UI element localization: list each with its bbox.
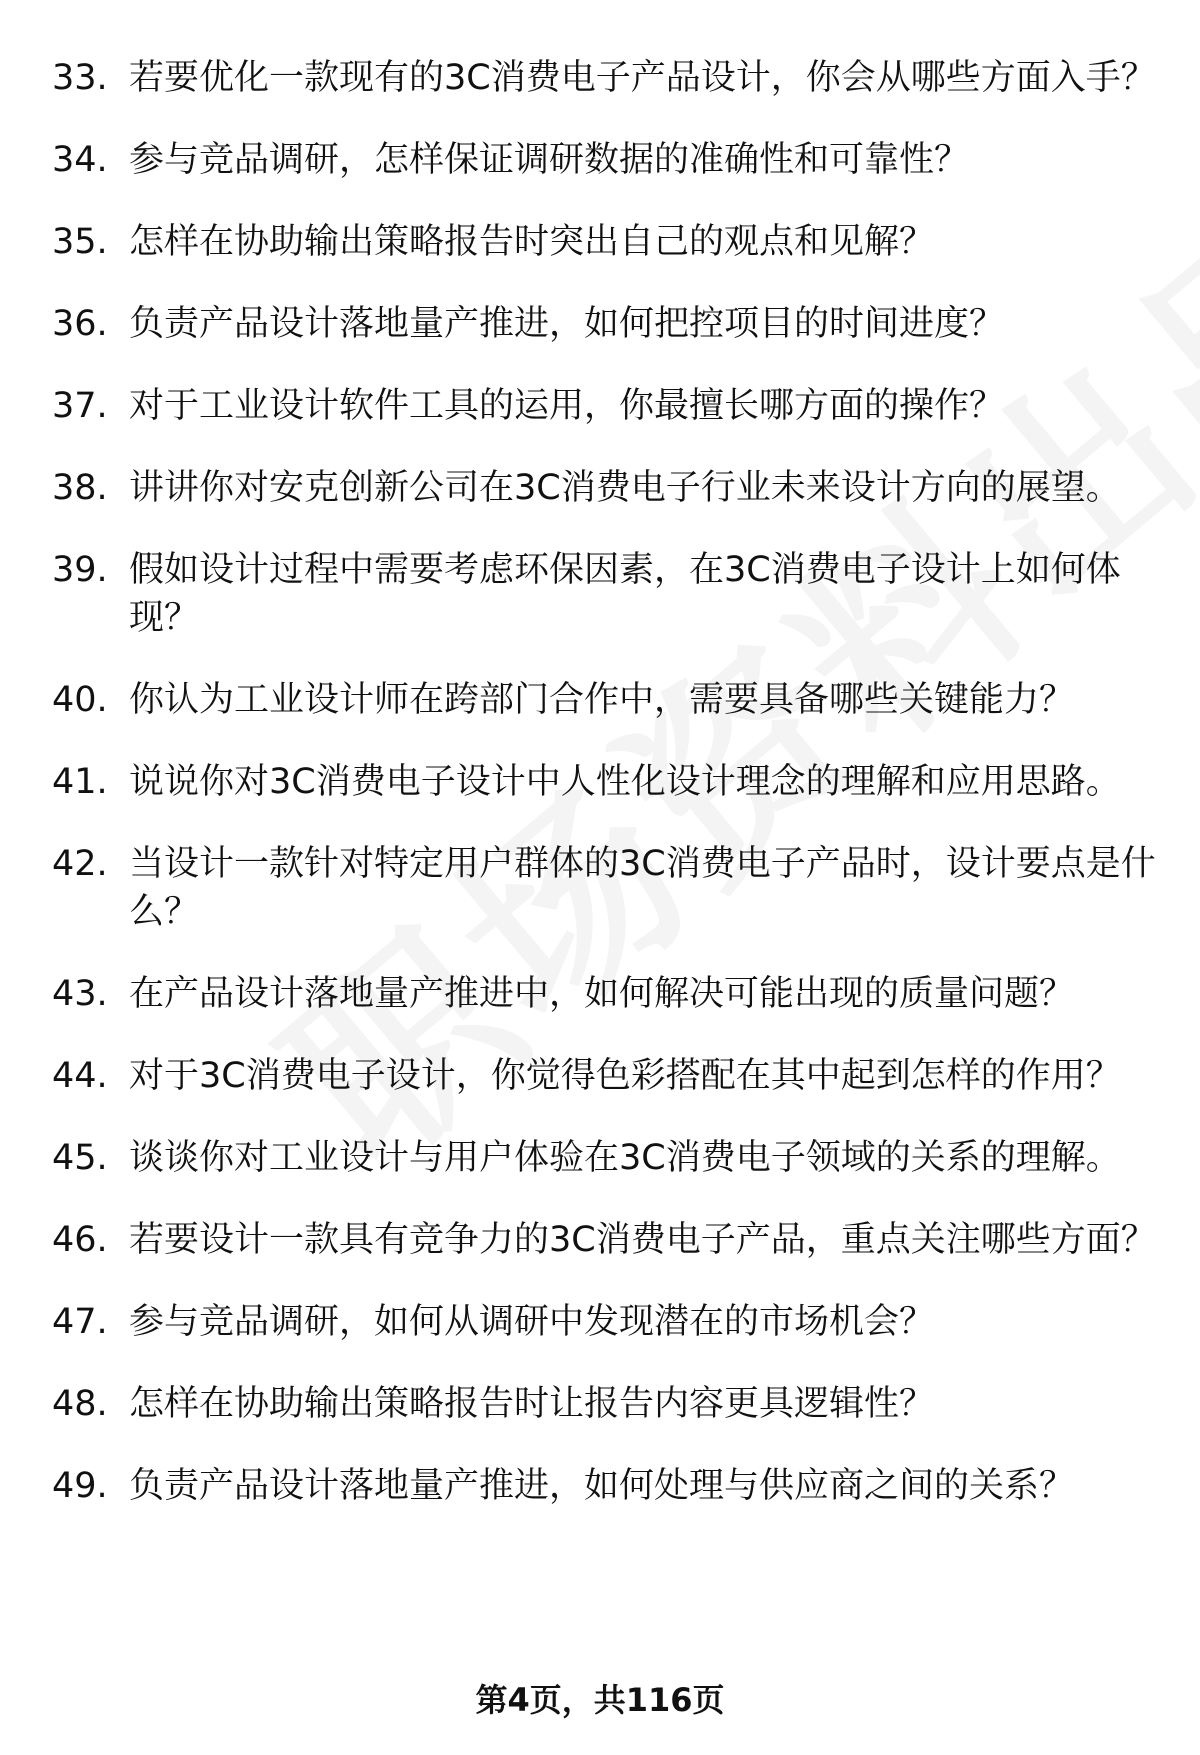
question-item bbox=[0, 382, 1200, 430]
question-item bbox=[0, 136, 1200, 184]
question-item bbox=[0, 1052, 1200, 1100]
question-number: 47. bbox=[52, 1302, 108, 1342]
question-text: 参与竞品调研，如何从调研中发现潜在的市场机会？ bbox=[129, 1302, 935, 1342]
question-list bbox=[0, 54, 1200, 1544]
question-text: 负责产品设计落地量产推进，如何把控项目的时间进度？ bbox=[129, 304, 1005, 344]
question-number: 39. bbox=[52, 550, 108, 590]
question-text: 谈谈你对工业设计与用户体验在3C消费电子领域的关系的理解。 bbox=[129, 1138, 1121, 1178]
question-number: 36. bbox=[52, 304, 108, 344]
question-number: 35. bbox=[52, 222, 108, 262]
question-item bbox=[0, 218, 1200, 266]
question-number: 42. bbox=[52, 844, 108, 884]
question-item bbox=[0, 54, 1200, 102]
question-item bbox=[0, 840, 1200, 936]
question-number: 45. bbox=[52, 1138, 108, 1178]
question-item bbox=[0, 1462, 1200, 1510]
page-footer: 第4页，共116页 bbox=[475, 1681, 725, 1719]
question-text: 当设计一款针对特定用户群体的3C消费电子产品时，设计要点是什么？ bbox=[129, 844, 1156, 932]
question-item bbox=[0, 1380, 1200, 1428]
question-text: 在产品设计落地量产推进中，如何解决可能出现的质量问题？ bbox=[129, 974, 1075, 1014]
question-item bbox=[0, 546, 1200, 642]
question-item bbox=[0, 1216, 1200, 1264]
question-item bbox=[0, 464, 1200, 512]
question-text: 怎样在协助输出策略报告时突出自己的观点和见解？ bbox=[129, 222, 935, 262]
question-number: 38. bbox=[52, 468, 108, 508]
question-text: 若要优化一款现有的3C消费电子产品设计，你会从哪些方面入手？ bbox=[129, 58, 1156, 98]
question-text: 对于3C消费电子设计，你觉得色彩搭配在其中起到怎样的作用？ bbox=[129, 1056, 1121, 1096]
question-number: 37. bbox=[52, 386, 108, 426]
question-text: 讲讲你对安克创新公司在3C消费电子行业未来设计方向的展望。 bbox=[129, 468, 1121, 508]
question-text: 对于工业设计软件工具的运用，你最擅长哪方面的操作？ bbox=[129, 386, 1005, 426]
question-item bbox=[0, 1134, 1200, 1182]
question-item bbox=[0, 300, 1200, 348]
question-text: 若要设计一款具有竞争力的3C消费电子产品，重点关注哪些方面？ bbox=[129, 1220, 1156, 1260]
question-text: 怎样在协助输出策略报告时让报告内容更具逻辑性？ bbox=[129, 1384, 935, 1424]
question-item bbox=[0, 758, 1200, 806]
question-number: 46. bbox=[52, 1220, 108, 1260]
question-number: 43. bbox=[52, 974, 108, 1014]
question-number: 44. bbox=[52, 1056, 108, 1096]
question-item bbox=[0, 1298, 1200, 1346]
question-number: 41. bbox=[52, 762, 108, 802]
question-text: 假如设计过程中需要考虑环保因素，在3C消费电子设计上如何体现？ bbox=[129, 550, 1121, 638]
question-number: 33. bbox=[52, 58, 108, 98]
question-number: 34. bbox=[52, 140, 108, 180]
question-item bbox=[0, 970, 1200, 1018]
question-item bbox=[0, 676, 1200, 724]
question-text: 参与竞品调研，怎样保证调研数据的准确性和可靠性？ bbox=[129, 140, 970, 180]
question-number: 49. bbox=[52, 1466, 108, 1506]
question-text: 负责产品设计落地量产推进，如何处理与供应商之间的关系？ bbox=[129, 1466, 1075, 1506]
question-number: 40. bbox=[52, 680, 108, 720]
question-text: 你认为工业设计师在跨部门合作中，需要具备哪些关键能力？ bbox=[129, 680, 1075, 720]
question-text: 说说你对3C消费电子设计中人性化设计理念的理解和应用思路。 bbox=[129, 762, 1121, 802]
question-number: 48. bbox=[52, 1384, 108, 1424]
